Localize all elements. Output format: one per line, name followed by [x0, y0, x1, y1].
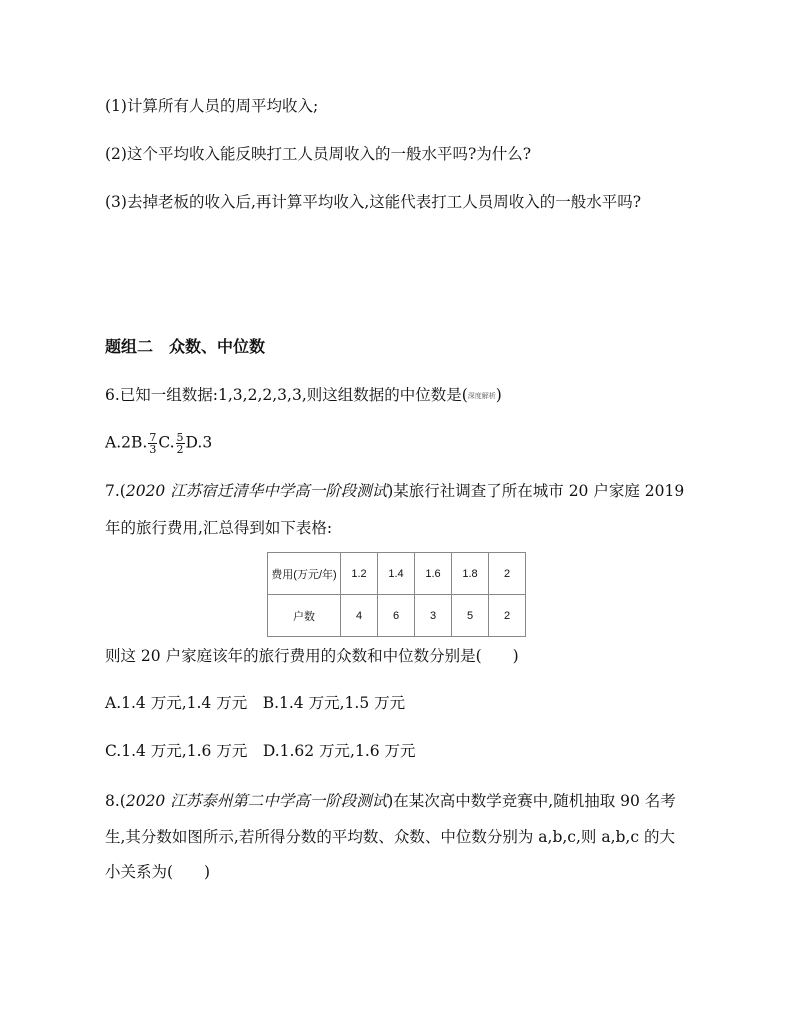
table-header-households: 户数: [268, 595, 341, 637]
q5-sub3: (3)去掉老板的收入后,再计算平均收入,这能代表打工人员周收入的一般水平吗?: [105, 193, 642, 211]
table-cell: 3: [415, 595, 452, 637]
q7-source: 2020 江苏宿迁清华中学高一阶段测试: [125, 482, 388, 500]
q6-option-c-numerator: 5: [176, 431, 184, 444]
q7-stem-rest: )某旅行社调查了所在城市 20 户家庭 2019: [387, 482, 685, 500]
table-cell: 4: [341, 595, 378, 637]
q7-question: 则这 20 户家庭该年的旅行费用的众数和中位数分别是( ): [105, 647, 519, 665]
q8-prefix: 8.(: [105, 792, 126, 810]
q8-stem-line3: 小关系为( ): [105, 863, 211, 881]
q8-stem-line1: [105, 791, 676, 811]
table-header-expense: 费用(万元/年): [268, 553, 341, 595]
q7-expense-table: [267, 552, 526, 637]
q7-options-ab: A.1.4 万元,1.4 万元 B.1.4 万元,1.5 万元: [105, 694, 406, 712]
table-cell: 1.6: [415, 553, 452, 595]
q8-stem-line2: 生,其分数如图所示,若所得分数的平均数、众数、中位数分别为 a,b,c,则 a,b,c 的大: [105, 828, 675, 846]
q5-sub2: (2)这个平均收入能反映打工人员周收入的一般水平吗?为什么?: [105, 145, 532, 163]
q6-options: [105, 432, 212, 455]
q7-stem-line1: [105, 481, 684, 501]
q6-option-b-denominator: 3: [149, 443, 157, 456]
q6-option-c-denominator: 2: [176, 443, 184, 456]
q8-source: 2020 江苏泰州第二中学高一阶段测试: [125, 792, 388, 810]
q6-option-c-fraction: [176, 432, 185, 455]
table-cell: 2: [489, 595, 526, 637]
section-title: 题组二 众数、中位数: [105, 337, 266, 356]
q6-option-b-numerator: 7: [149, 431, 157, 444]
q6-option-a: A.2: [105, 433, 131, 452]
table-cell: 2: [489, 553, 526, 595]
q6-option-d: D.3: [185, 433, 213, 452]
q8-stem-rest: )在某次高中数学竞赛中,随机抽取 90 名考: [387, 792, 676, 810]
q6-option-c-prefix: C.: [158, 433, 175, 452]
q7-prefix: 7.(: [105, 482, 126, 500]
table-row-expense: [268, 553, 526, 595]
table-row-households: [268, 595, 526, 637]
q6-option-b-prefix: B.: [130, 433, 148, 452]
q6-stem: [105, 385, 502, 406]
q5-sub1: (1)计算所有人员的周平均收入;: [105, 97, 319, 115]
q6-analysis-tag: 深度解析: [467, 392, 496, 400]
q6-stem-close: ): [495, 386, 502, 404]
q7-stem-line2: 年的旅行费用,汇总得到如下表格:: [105, 519, 333, 537]
q7-options-cd: C.1.4 万元,1.6 万元 D.1.62 万元,1.6 万元: [105, 742, 416, 760]
table-cell: 6: [378, 595, 415, 637]
table-cell: 1.8: [452, 553, 489, 595]
table-cell: 1.4: [378, 553, 415, 595]
q6-option-b-fraction: [148, 432, 157, 455]
table-cell: 1.2: [341, 553, 378, 595]
table-cell: 5: [452, 595, 489, 637]
q6-stem-text: 6.已知一组数据:1,3,2,2,3,3,则这组数据的中位数是(: [105, 386, 468, 404]
